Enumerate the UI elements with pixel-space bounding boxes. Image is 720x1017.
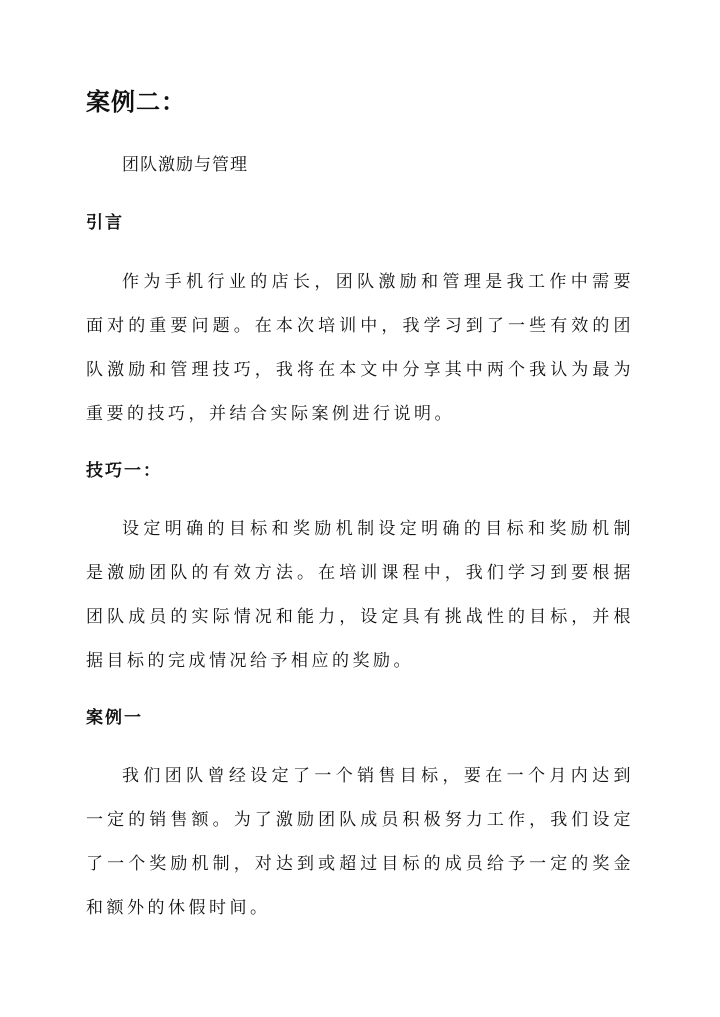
heading-introduction: 引言 — [86, 213, 124, 233]
heading-tip-one: 技巧一： — [86, 461, 162, 481]
document-subtitle: 团队激励与管理 — [122, 155, 248, 175]
case-one-paragraph: 我们团队曾经设定了一个销售目标，要在一个月内达到一定的销售额。为了激励团队成员积极努力工作，我们设定了一个奖励机制，对达到或超过目标的成员给予一定的奖金和额外的休假时间。 — [86, 766, 634, 918]
heading-case-two: 案例二： — [86, 87, 186, 116]
heading-case-one: 案例一 — [86, 708, 143, 728]
introduction-paragraph: 作为手机行业的店长，团队激励和管理是我工作中需要面对的重要问题。在本次培训中，我学习到了一些有效的团队激励和管理技巧，我将在本文中分享其中两个我认为最为重要的技巧，并结合实际案例进行说明。 — [86, 272, 634, 424]
tip-one-paragraph: 设定明确的目标和奖励机制设定明确的目标和奖励机制是激励团队的有效方法。在培训课程中，我们学习到要根据团队成员的实际情况和能力，设定具有挑战性的目标，并根据目标的完成情况给予相应的奖励。 — [86, 519, 634, 671]
